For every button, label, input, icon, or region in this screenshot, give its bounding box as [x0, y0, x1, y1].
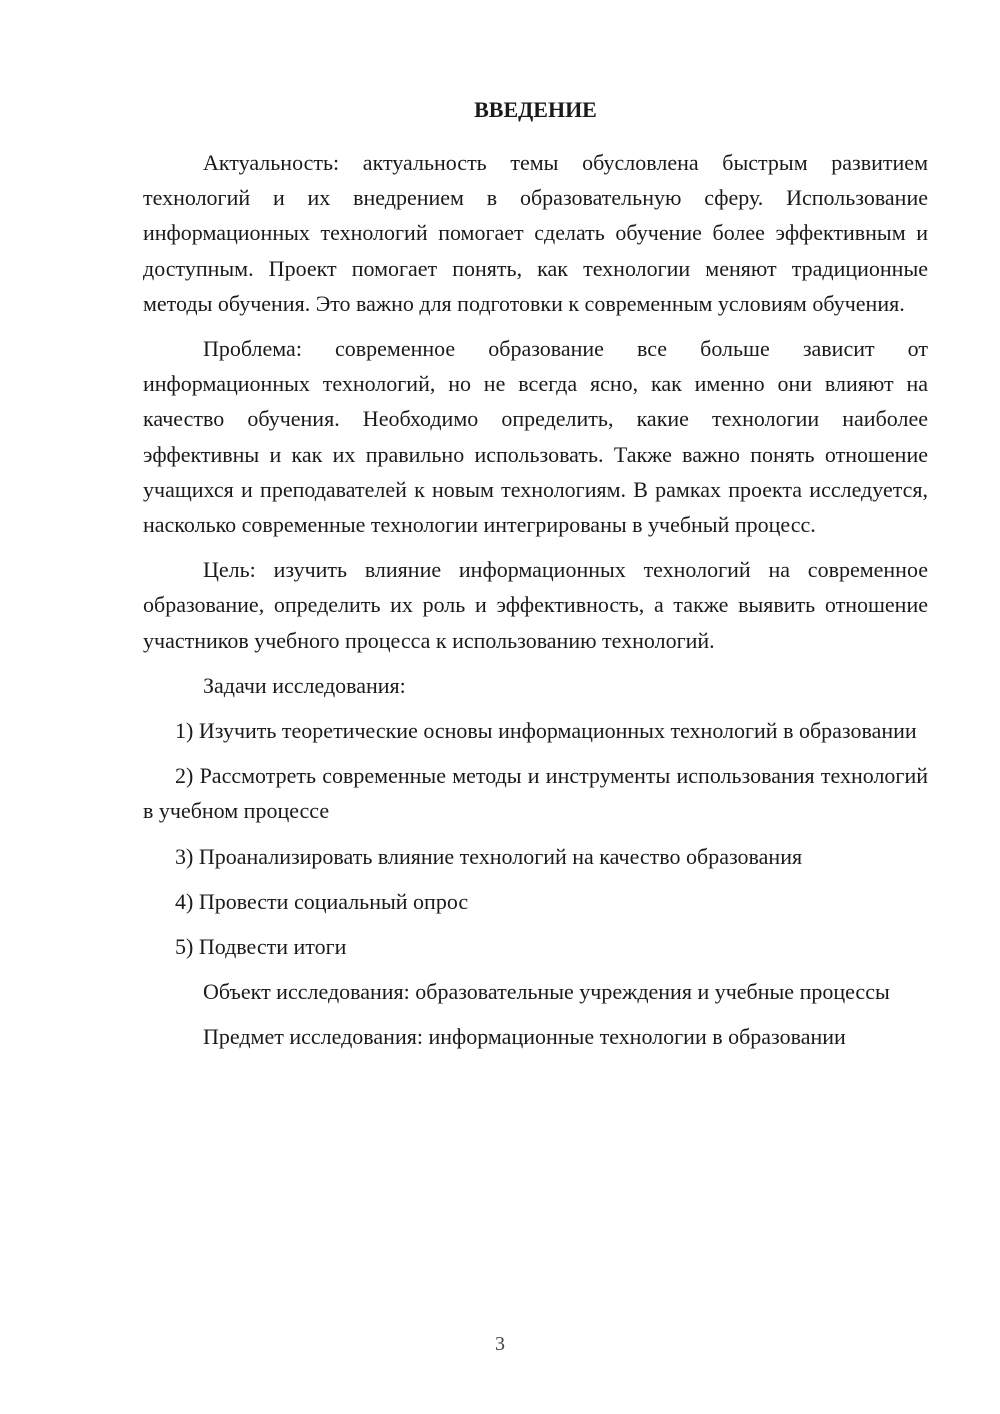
task-item: 2) Рассмотреть современные методы и инструменты использования технологий в учебном процессе	[143, 763, 928, 824]
object-paragraph: Объект исследования: образовательные учреждения и учебные процессы	[203, 979, 890, 1005]
task-item: 3) Проанализировать влияние технологий на качество образования	[175, 843, 803, 869]
relevance-paragraph: Актуальность: актуальность темы обусловлена быстрым развитием технологий и их внедрением в образовательную сферу. Использование информационных технологий помогает сделать обучение более эффективным и доступным. Проект помогает понять, как технологии меняют традиционные методы обучения. Это важно для подготовки к современным условиям обучения.	[143, 150, 928, 316]
subject-paragraph: Предмет исследования: информационные технологии в образовании	[203, 1024, 846, 1050]
task-item: 4) Провести социальный опрос	[175, 888, 469, 914]
task-item: 1) Изучить теоретические основы информационных технологий в образовании	[175, 718, 917, 744]
goal-paragraph: Цель: изучить влияние информационных технологий на современное образование, определить их роль и эффективность, а также выявить отношение участников учебного процесса к использованию технологий.	[143, 557, 928, 653]
document-page	[143, 95, 928, 1065]
tasks-heading: Задачи исследования:	[203, 672, 406, 698]
page-number: 3	[495, 1333, 505, 1355]
task-item: 5) Подвести итоги	[175, 934, 347, 960]
problem-paragraph: Проблема: современное образование все больше зависит от информационных технологий, но не всегда ясно, как именно они влияют на качество обучения. Необходимо определить, какие технологии наиболее эффективны и как их правильно использовать. Также важно понять отношение учащихся и преподавателей к новым технологиям. В рамках проекта исследуется, насколько современные технологии интегрированы в учебный процесс.	[143, 336, 928, 538]
section-heading: ВВЕДЕНИЕ	[474, 97, 597, 122]
